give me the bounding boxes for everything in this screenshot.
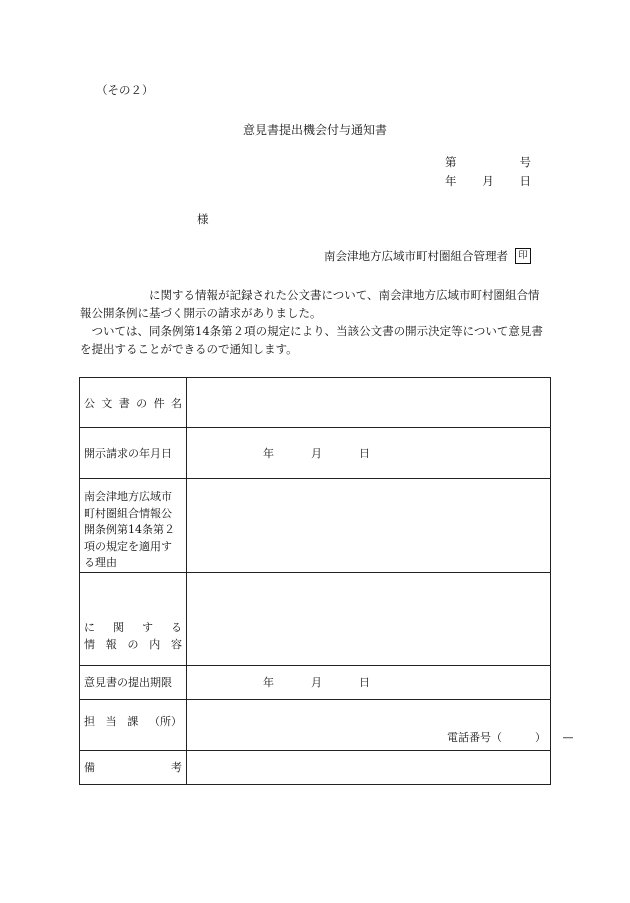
reason-value[interactable] (187, 479, 551, 573)
body-paragraph-1: に関する情報が記録された公文書について、南会津地方広域市町村圏組合情報公開条例に基づく開示の請求がありました。 (80, 288, 540, 320)
issue-date (445, 173, 531, 189)
document-name-label: 公 文 書 の 件 名 (80, 378, 187, 428)
issue-year: 年 (445, 174, 457, 188)
phone-number-label: 電話番号（ ） — (447, 730, 574, 744)
body-paragraph-2: ついては、同条例第14条第２項の規定により、当該公文書の開示決定等について意見書を提出することができるので通知します。 (80, 324, 543, 356)
sender-name: 南会津地方広域市町村圏組合管理者 (324, 249, 508, 263)
remarks-value[interactable] (187, 750, 551, 784)
info-content-value[interactable] (187, 572, 551, 665)
reason-label: 南会津地方広域市 町村圏組合情報公 開条例第14条第２ 項の規定を適用す る理由 (80, 479, 187, 573)
document-title: 意見書提出機会付与通知書 (242, 123, 387, 137)
number-prefix: 第 (445, 155, 457, 169)
number-suffix: 号 (519, 155, 531, 169)
document-name-value[interactable] (187, 378, 551, 428)
deadline-label: 意見書の提出期限 (80, 665, 187, 699)
document-number (445, 154, 531, 170)
body-text (80, 286, 550, 358)
remarks-label: 備 考 (80, 750, 187, 784)
row-remarks (80, 750, 551, 784)
row-contact (80, 699, 551, 750)
form-number: （その２） (96, 83, 154, 97)
request-date-label: 開示請求の年月日 (80, 428, 187, 479)
row-document-name (80, 378, 551, 428)
info-content-label: に 関 す る 情 報 の 内 容 (80, 572, 187, 665)
contact-label: 担 当 課 （所） (80, 699, 187, 750)
row-info-content (80, 572, 551, 665)
row-reason (80, 479, 551, 573)
request-date-value[interactable]: 年 月 日 (187, 428, 551, 479)
row-deadline (80, 665, 551, 699)
deadline-value[interactable]: 年 月 日 (187, 665, 551, 699)
contact-value[interactable] (187, 699, 574, 750)
issue-month: 月 (482, 174, 494, 188)
seal-mark: 印 (515, 248, 531, 264)
row-request-date (80, 428, 551, 479)
issue-day: 日 (519, 174, 531, 188)
sender (324, 248, 531, 264)
notice-form-table (79, 377, 574, 785)
addressee: 様 (197, 212, 209, 226)
